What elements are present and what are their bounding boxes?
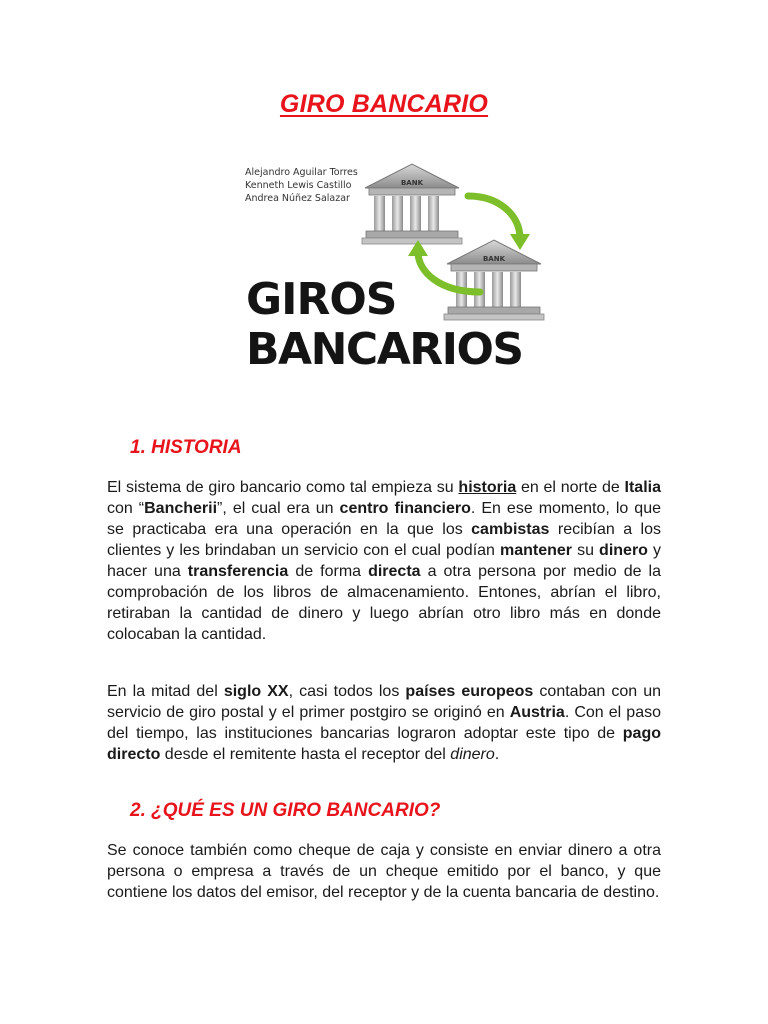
text-run: Se conoce también como cheque de caja y consiste en enviar dinero a otra persona o empresa a través de un cheque emitido por el banco, y que contiene los datos del emisor, del receptor y de la cuenta bancaria de destino. — [107, 842, 661, 901]
text-run: historia — [458, 479, 517, 496]
text-run: contaban con un servicio de giro postal y el primer postgiro se originó en — [107, 683, 662, 721]
bank-label: BANK — [482, 255, 506, 263]
text-run: . — [494, 746, 500, 763]
text-run: a otra persona por medio de la comprobación de los libros de almacenamiento. Entones, abrían el libro, retiraban la cantidad de dinero y luego abrían otro libro más en donde colocaban la cantidad. — [107, 563, 662, 643]
paragraph — [107, 840, 661, 903]
text-run: mantener — [500, 542, 573, 559]
text-run: dinero — [599, 542, 648, 559]
author-name: Andrea Núñez Salazar — [245, 193, 350, 204]
text-run: El sistema de giro bancario como tal empieza su — [107, 479, 459, 496]
section-heading-historia: 1. HISTORIA — [130, 437, 242, 458]
paragraph — [107, 681, 661, 765]
text-run: Austria — [509, 704, 565, 721]
bank-label: BANK — [400, 179, 424, 187]
cover-headline-line1: GIROS — [246, 274, 397, 325]
text-run: países europeos — [405, 683, 534, 700]
text-run: centro financiero — [339, 500, 471, 517]
cover-authors — [245, 166, 358, 205]
text-run: . En ese momento, lo que se practicaba era una operación en la que los — [107, 500, 661, 538]
cover-image — [235, 160, 545, 385]
text-run: pago directo — [107, 725, 661, 763]
text-run: de forma — [288, 563, 369, 580]
text-run: Italia — [624, 479, 661, 496]
text-run: siglo XX — [223, 683, 289, 700]
bank-building-icon — [362, 164, 462, 244]
text-run: dinero — [450, 746, 495, 763]
text-run: y hacer una — [107, 542, 661, 580]
text-run: En la mitad del — [107, 683, 224, 700]
text-run: ”, el cual era un — [217, 500, 340, 517]
text-run: desde el remitente hasta el receptor del — [160, 746, 451, 763]
author-name: Kenneth Lewis Castillo — [245, 180, 352, 191]
cover-headline-line2: BANCARIOS — [246, 324, 523, 375]
text-run: cambistas — [471, 521, 550, 538]
text-run: directa — [368, 563, 421, 580]
text-run: con “ — [107, 500, 145, 517]
paragraph — [107, 477, 661, 645]
text-run: recibían a los clientes y les brindaban un servicio con el cual podían — [107, 521, 662, 559]
author-name: Alejandro Aguilar Torres — [245, 167, 358, 178]
document-title: GIRO BANCARIO — [279, 90, 489, 118]
bank-building-icon — [444, 240, 544, 320]
section-heading-que-es: 2. ¿QUÉ ES UN GIRO BANCARIO? — [130, 800, 441, 821]
text-run: , casi todos los — [288, 683, 406, 700]
text-run: Bancherii — [144, 500, 218, 517]
text-run: en el norte de — [516, 479, 625, 496]
text-run: su — [572, 542, 600, 559]
text-run: transferencia — [187, 563, 289, 580]
text-run: . Con el paso del tiempo, las instituciones bancarias lograron adoptar este tipo de — [107, 704, 662, 742]
